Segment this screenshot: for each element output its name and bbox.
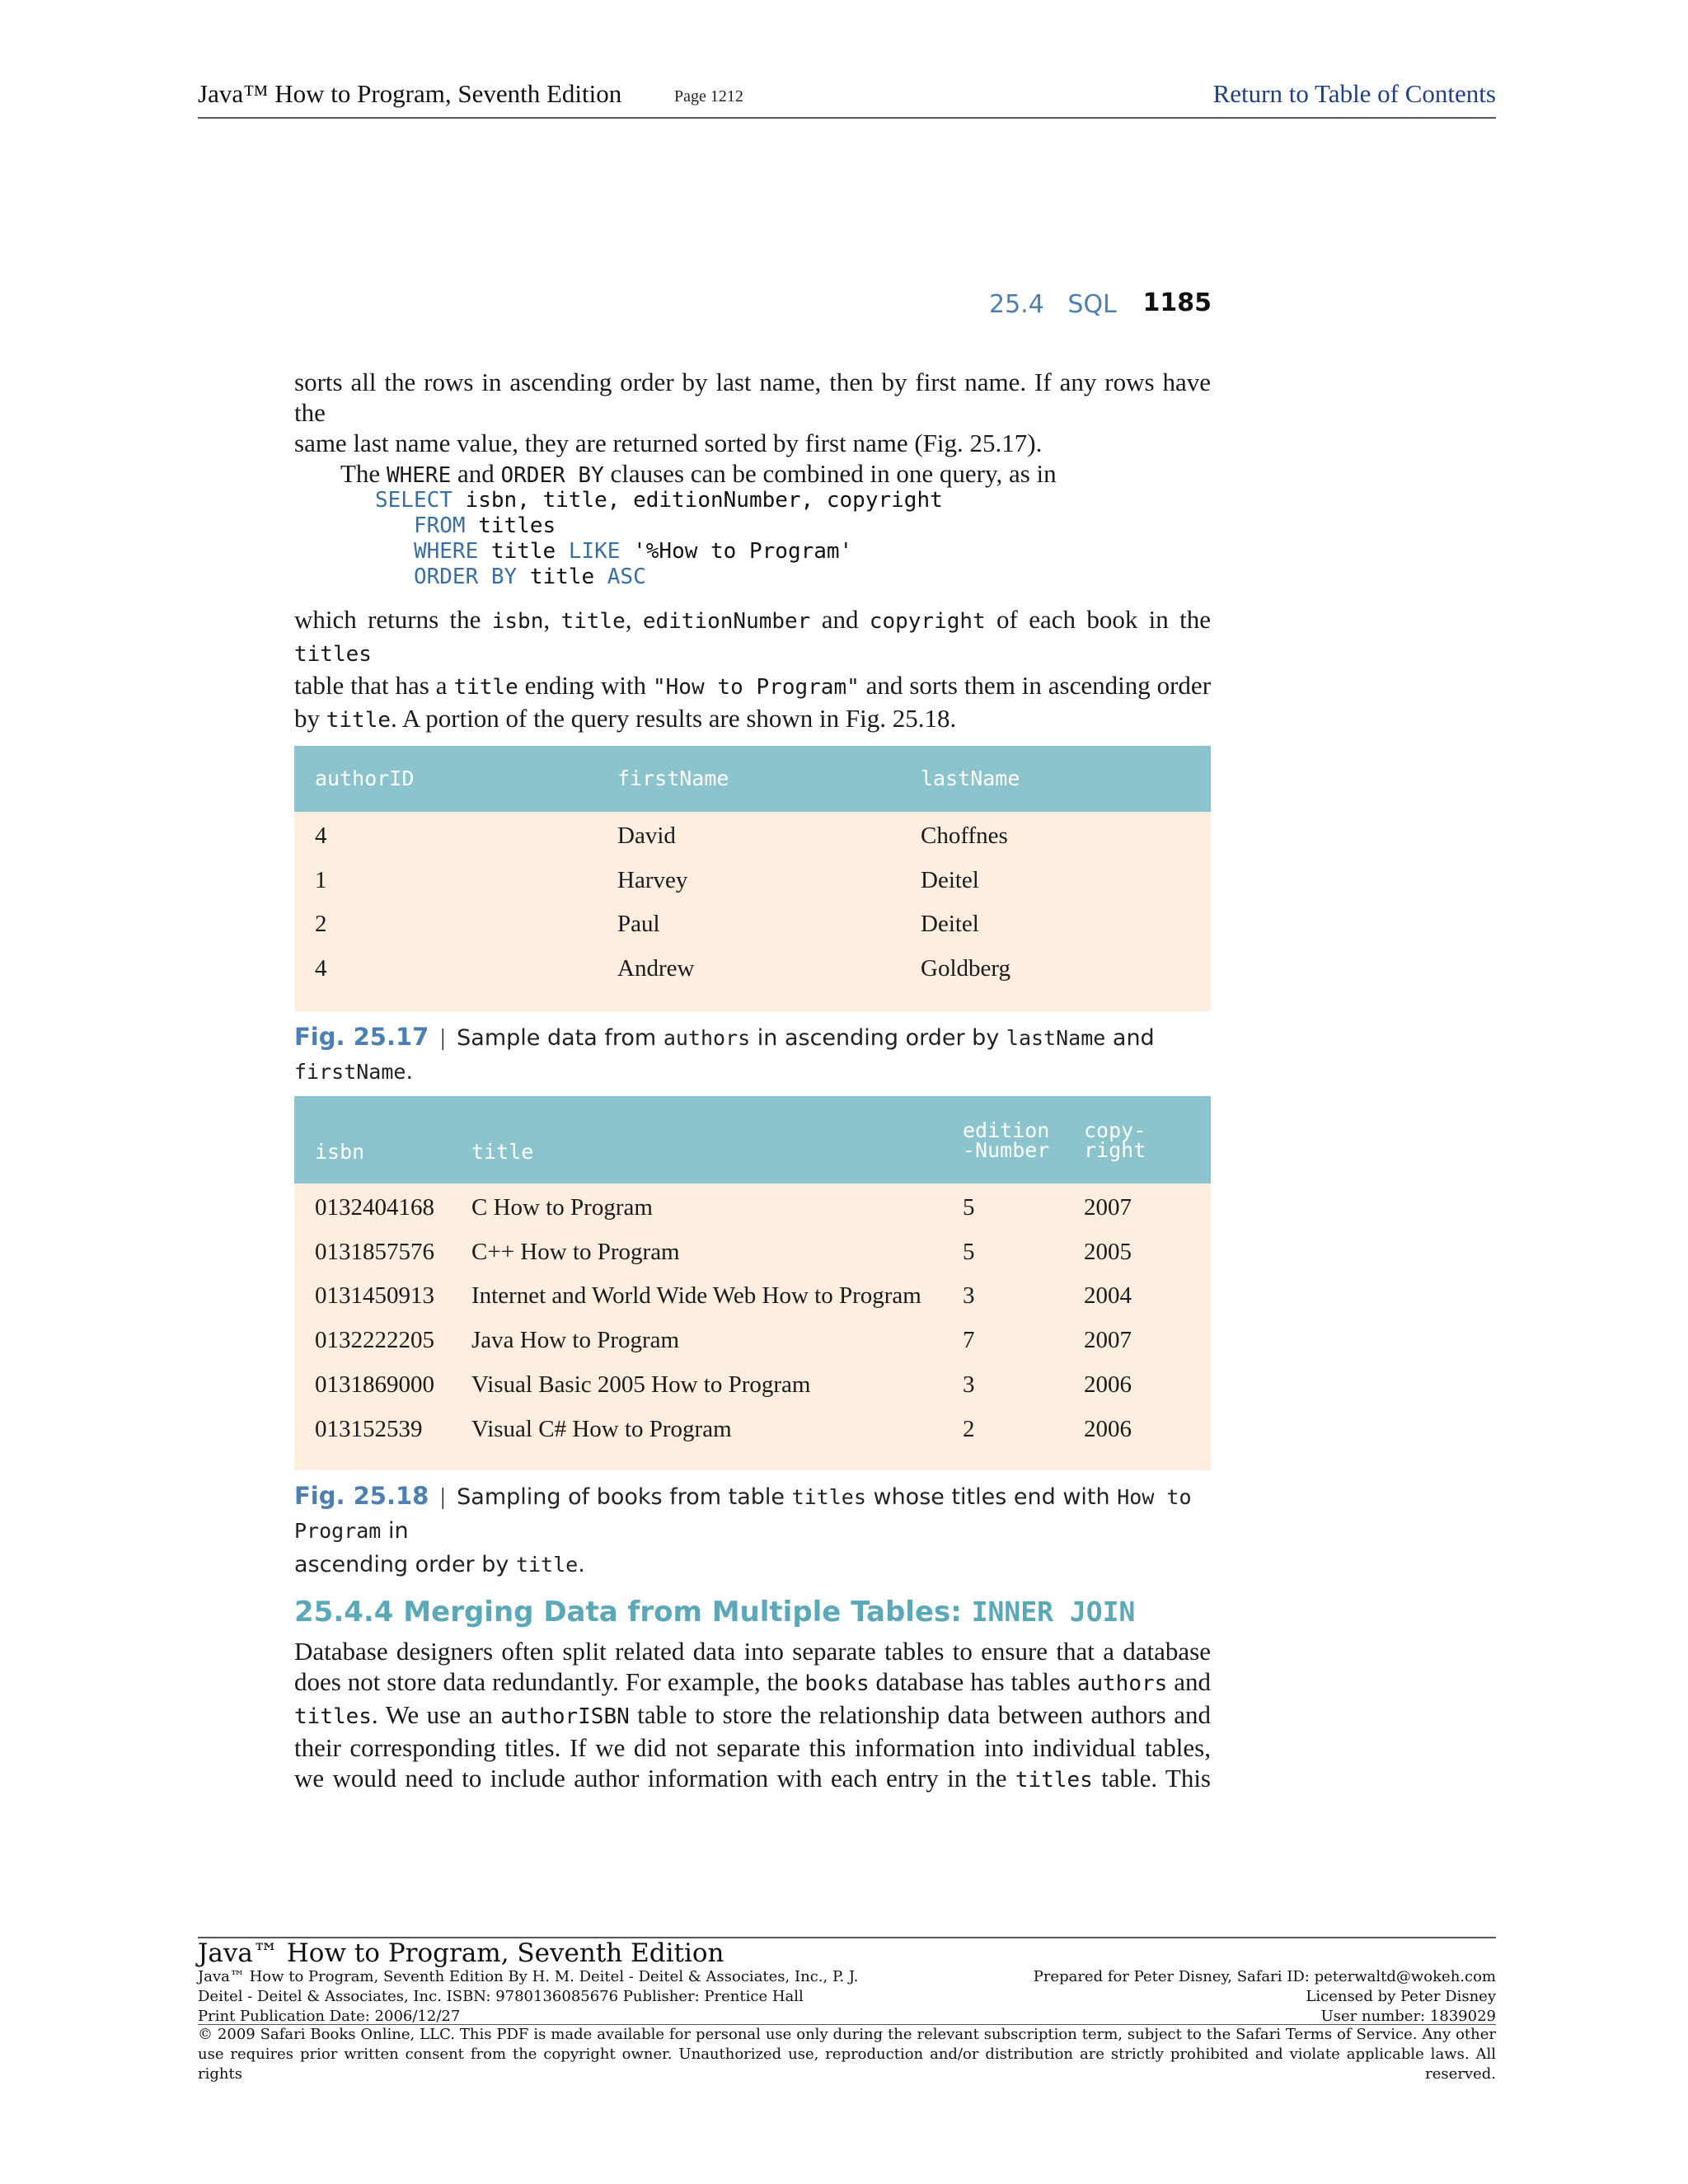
authors-table: [294, 746, 1211, 1011]
inline-code: title: [515, 1553, 579, 1577]
table-cell: 7: [963, 1327, 975, 1353]
text: database has tables: [869, 1667, 1077, 1696]
paragraph-line: Database designers often split related data into separate tables to ensure that a database: [294, 1637, 1211, 1666]
footer-book-title: Java™ How to Program, Seventh Edition: [198, 1938, 724, 1968]
column-header: -Number: [963, 1138, 1050, 1162]
inline-code: editionNumber: [642, 609, 811, 634]
text: and: [451, 459, 501, 488]
text: we would need to include author information with each entry in the: [294, 1764, 1015, 1793]
table-cell: Goldberg: [921, 955, 1011, 982]
table-cell: 2004: [1084, 1282, 1132, 1309]
text: in ascending order by: [750, 1025, 1006, 1051]
code-keyword: ORDER BY: [413, 565, 518, 589]
code-text: title: [478, 539, 569, 564]
text: of each book in the: [985, 605, 1211, 634]
figure-caption-25-18: [294, 1479, 1211, 1582]
inline-code: How to Program: [294, 1485, 1192, 1543]
table-cell: 2: [315, 911, 327, 937]
table-cell: 4: [315, 823, 327, 849]
text: clauses can be combined in one query, as in: [603, 459, 1057, 488]
table-header-row: [294, 746, 1211, 812]
table-cell: 2005: [1084, 1239, 1132, 1265]
text: table. This: [1092, 1764, 1211, 1793]
code-text: title: [517, 565, 607, 589]
text: does not store data redundantly. For example, the: [294, 1667, 805, 1696]
text: table to store the relationship data between authors and: [629, 1700, 1211, 1729]
table-cell: 2: [963, 1416, 975, 1442]
table-cell: 0131857576: [315, 1239, 434, 1265]
table-cell: 2007: [1084, 1327, 1132, 1353]
table-header-row: [294, 1096, 1211, 1183]
text: .: [406, 1059, 414, 1085]
table-cell: 0131869000: [315, 1371, 434, 1398]
paragraph-line: [294, 1699, 1211, 1732]
paragraph-1: [294, 367, 1211, 491]
footer-line: Print Publication Date: 2006/12/27: [198, 2008, 461, 2025]
code-text: titles: [465, 513, 556, 538]
table-cell: Visual Basic 2005 How to Program: [471, 1371, 811, 1398]
text: .: [578, 1552, 585, 1577]
table-cell: 5: [963, 1239, 975, 1265]
table-cell: 0132404168: [315, 1194, 434, 1221]
footer-line: Licensed by Peter Disney: [1306, 1988, 1496, 2005]
footer-line: User number: 1839029: [1320, 2008, 1496, 2025]
code-order-by: ORDER BY: [500, 463, 604, 488]
text: Sampling of books from table: [457, 1484, 792, 1510]
text: and: [810, 605, 870, 634]
inline-code: titles: [294, 642, 372, 667]
table-cell: Visual C# How to Program: [471, 1416, 732, 1442]
footer-line: Deitel - Deitel & Associates, Inc. ISBN: 9780136085676 Publisher: Prentice Hall: [198, 1988, 804, 2005]
paragraph-line: sorts all the rows in ascending order by last name, then by first name. If any rows have the: [294, 368, 1211, 427]
code-where: WHERE: [386, 463, 452, 488]
table-cell: C How to Program: [471, 1194, 653, 1221]
inline-code: title: [453, 675, 518, 700]
running-head-section: 25.4 SQL: [989, 290, 1117, 319]
table-cell: 3: [963, 1282, 975, 1309]
code-keyword: WHERE: [413, 539, 479, 564]
text: in: [381, 1518, 409, 1544]
paragraph-line: [294, 670, 1211, 703]
text: The: [340, 459, 387, 488]
text: table that has a: [294, 671, 454, 700]
inline-code: "How to Program": [652, 675, 860, 700]
code-text: '%How to Program': [620, 539, 853, 564]
table-cell: 0132222205: [315, 1327, 434, 1353]
inline-code: firstName: [294, 1060, 406, 1084]
text: Sample data from: [457, 1025, 663, 1051]
table-cell: 4: [315, 955, 327, 982]
table-cell: C++ How to Program: [471, 1239, 680, 1265]
table-cell: 0131450913: [315, 1282, 434, 1309]
table-cell: Internet and World Wide Web How to Program: [471, 1282, 921, 1309]
table-cell: Deitel: [921, 867, 979, 893]
text: ,: [543, 605, 561, 634]
column-header: isbn: [315, 1140, 365, 1164]
inline-code: titles: [1015, 1768, 1093, 1793]
running-head: [989, 288, 1212, 321]
paragraph-4: [294, 1636, 1211, 1796]
table-cell: 5: [963, 1194, 975, 1221]
paragraph-line: [294, 1763, 1211, 1796]
column-header: copy-: [1084, 1118, 1146, 1142]
section-heading: [294, 1596, 1135, 1629]
column-header: lastName: [921, 766, 1020, 790]
footer-line: Prepared for Peter Disney, Safari ID: peterwaltd@wokeh.com: [1033, 1968, 1496, 1985]
section-title: 25.4.4 Merging Data from Multiple Tables:: [294, 1596, 972, 1629]
column-header: right: [1084, 1138, 1146, 1162]
caption-divider: |: [440, 1483, 446, 1510]
table-cell: Harvey: [617, 867, 688, 893]
code-keyword: FROM: [413, 513, 466, 538]
text: whose titles end with: [865, 1484, 1118, 1510]
column-header: authorID: [315, 766, 415, 790]
table-cell: Deitel: [921, 911, 979, 937]
table-cell: 2007: [1084, 1194, 1132, 1221]
inline-code: books: [804, 1671, 870, 1696]
table-cell: Paul: [617, 911, 660, 937]
inline-code: copyright: [869, 609, 986, 634]
figure-number: Fig. 25.18: [294, 1482, 429, 1510]
paragraph-line: [294, 604, 1211, 670]
text: which returns the: [294, 605, 492, 634]
header-page-number: Page 1212: [674, 87, 743, 105]
inline-code: titles: [791, 1485, 866, 1509]
text: ,: [625, 605, 643, 634]
text: ascending order by: [294, 1552, 516, 1577]
table-cell: 3: [963, 1371, 975, 1398]
caption-divider: |: [440, 1024, 446, 1051]
section-title-code: INNER JOIN: [971, 1596, 1136, 1628]
table-cell: 013152539: [315, 1416, 423, 1442]
text: by: [294, 704, 326, 733]
code-keyword: LIKE: [568, 539, 621, 564]
inline-code: titles: [294, 1704, 372, 1729]
figure-caption-25-17: [294, 1020, 1211, 1089]
inline-code: lastName: [1006, 1026, 1106, 1050]
text: and sorts them in ascending order: [859, 671, 1212, 700]
inline-code: title: [560, 609, 626, 634]
code-text: isbn, title, editionNumber, copyright: [452, 488, 943, 513]
table-cell: David: [617, 823, 676, 849]
paragraph-2: [294, 458, 1211, 491]
table-cell: 2006: [1084, 1371, 1132, 1398]
inline-code: authorISBN: [500, 1704, 630, 1729]
table-cell: 2006: [1084, 1416, 1132, 1442]
inline-code: authors: [663, 1026, 751, 1050]
code-keyword: SELECT: [375, 488, 452, 513]
column-header: edition: [963, 1118, 1050, 1142]
inline-code: title: [326, 708, 392, 733]
paragraph-line: [294, 703, 1211, 736]
header-book-title: Java™ How to Program, Seventh Edition: [198, 79, 622, 108]
code-keyword: ASC: [607, 565, 646, 589]
inline-code: isbn: [491, 609, 544, 634]
figure-number: Fig. 25.17: [294, 1023, 429, 1051]
text: . We use an: [371, 1700, 501, 1729]
column-header: title: [471, 1140, 534, 1164]
sql-code-block: [375, 488, 943, 590]
running-head-page-number: 1185: [1142, 288, 1212, 317]
text: and: [1167, 1667, 1211, 1696]
text: ending with: [518, 671, 653, 700]
paragraph-line: same last name value, they are returned sorted by first name (Fig. 25.17).: [294, 429, 1043, 457]
inline-code: authors: [1076, 1671, 1168, 1696]
text: and: [1105, 1025, 1155, 1051]
table-cell: Andrew: [617, 955, 695, 982]
paragraph-line: their corresponding titles. If we did not separate this information into individual tables,: [294, 1733, 1211, 1762]
table-cell: 1: [315, 867, 327, 893]
column-header: firstName: [617, 766, 729, 790]
paragraph-line: [294, 1666, 1211, 1699]
return-to-toc-link[interactable]: Return to Table of Contents: [1212, 79, 1496, 108]
footer-line: Java™ How to Program, Seventh Edition By H. M. Deitel - Deitel & Associates, Inc., P. J.: [198, 1968, 859, 1985]
footer-copyright: © 2009 Safari Books Online, LLC. This PDF is made available for personal use only during the relevant subscription term, subject to the Safari Terms of Service. Any other use requires prior written consent from the copyright owner. Unauthorized use, reproduction and/or distribution are strictly prohibited and violate applicable laws. All rights reserved.: [198, 2026, 1496, 2083]
titles-table: [294, 1096, 1211, 1470]
text: . A portion of the query results are shown in Fig. 25.18.: [391, 704, 957, 733]
table-cell: Choffnes: [921, 823, 1008, 849]
table-cell: Java How to Program: [471, 1327, 680, 1353]
page-header: [198, 74, 1496, 119]
paragraph-3: [294, 604, 1211, 736]
